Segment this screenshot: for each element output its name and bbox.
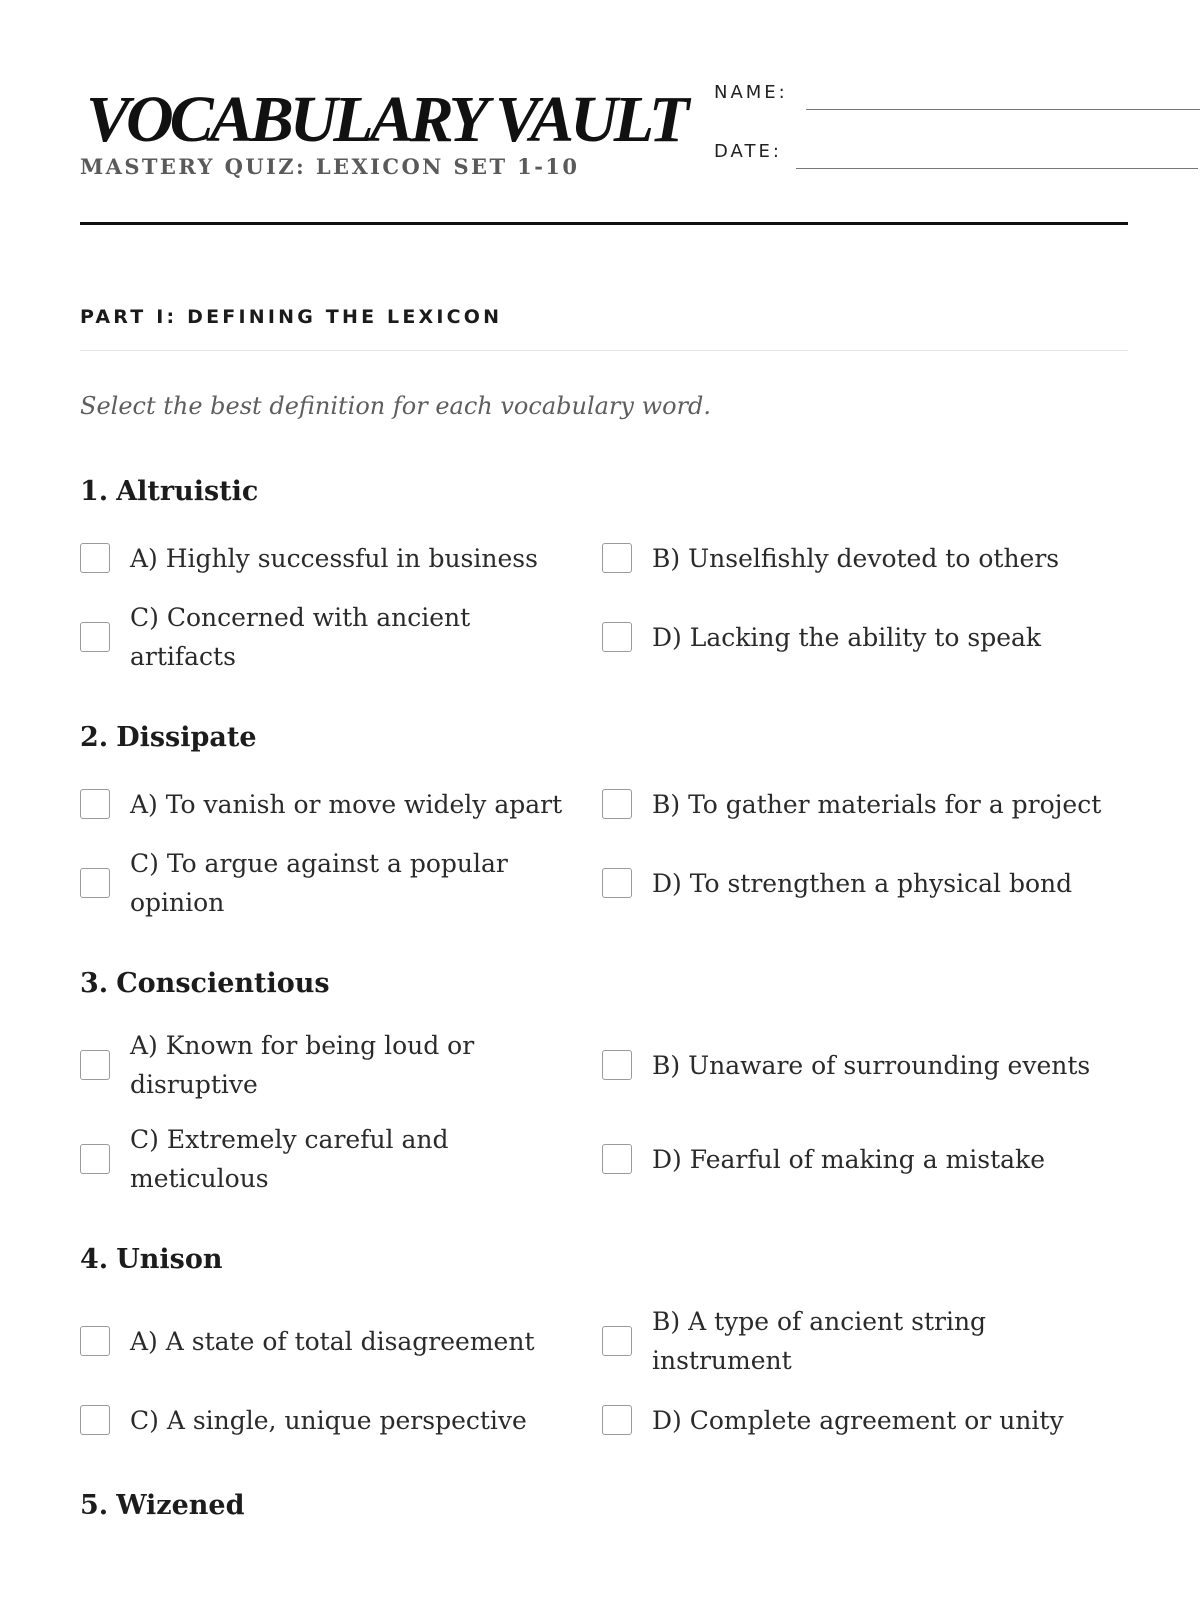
question-number: 3. bbox=[80, 968, 109, 999]
answer-label: A) Highly successful in business bbox=[130, 543, 538, 573]
answer-checkbox[interactable] bbox=[80, 622, 110, 652]
part-heading: PART I: DEFINING THE LEXICON bbox=[80, 306, 503, 328]
answer-label: A) A state of total disagreement bbox=[130, 1326, 535, 1356]
answer-option[interactable] bbox=[80, 534, 602, 582]
question-word: Dissipate bbox=[116, 722, 257, 753]
answer-checkbox[interactable] bbox=[602, 1050, 632, 1080]
question-heading bbox=[80, 1484, 1128, 1528]
answer-label: D) Fearful of making a mistake bbox=[652, 1144, 1046, 1174]
answer-option[interactable] bbox=[602, 534, 1128, 582]
answer-label: D) To strengthen a physical bond bbox=[652, 868, 1073, 898]
answer-option[interactable] bbox=[80, 1396, 602, 1444]
answer-checkbox[interactable] bbox=[80, 1405, 110, 1435]
answer-checkbox[interactable] bbox=[602, 622, 632, 652]
answer-option[interactable] bbox=[80, 1302, 602, 1380]
answer-checkbox[interactable] bbox=[602, 868, 632, 898]
answer-options bbox=[80, 1302, 1128, 1444]
question-heading bbox=[80, 1238, 1128, 1282]
name-field[interactable] bbox=[714, 82, 1200, 112]
instructions: Select the best definition for each vocabulary word. bbox=[80, 392, 712, 420]
answer-checkbox[interactable] bbox=[80, 868, 110, 898]
quiz-subtitle: MASTERY QUIZ: LEXICON SET 1-10 bbox=[80, 154, 580, 179]
quiz-header bbox=[80, 0, 1128, 232]
question-word: Altruistic bbox=[116, 476, 259, 507]
answer-option[interactable] bbox=[602, 780, 1128, 828]
answer-options bbox=[80, 1026, 1128, 1198]
answer-checkbox[interactable] bbox=[80, 543, 110, 573]
question bbox=[80, 962, 1128, 1198]
answer-options bbox=[80, 780, 1128, 922]
answer-label: A) To vanish or move widely apart bbox=[130, 789, 563, 819]
answer-checkbox[interactable] bbox=[602, 1144, 632, 1174]
answer-label: C) Extremely careful and meticulous bbox=[130, 1125, 449, 1193]
date-field[interactable] bbox=[714, 141, 1200, 171]
answer-option[interactable] bbox=[80, 1120, 602, 1198]
answer-label: B) To gather materials for a project bbox=[652, 789, 1102, 819]
answer-checkbox[interactable] bbox=[80, 1050, 110, 1080]
question-word: Wizened bbox=[116, 1490, 245, 1521]
answer-option[interactable] bbox=[80, 598, 602, 676]
answer-checkbox[interactable] bbox=[602, 789, 632, 819]
answer-option[interactable] bbox=[602, 598, 1128, 676]
quiz-page bbox=[80, 0, 1128, 1521]
question-heading bbox=[80, 470, 1128, 514]
question-list bbox=[80, 470, 1128, 1568]
answer-option[interactable] bbox=[602, 844, 1128, 922]
answer-label: A) Known for being loud or disruptive bbox=[130, 1031, 475, 1099]
answer-option[interactable] bbox=[602, 1026, 1128, 1104]
answer-option[interactable] bbox=[80, 780, 602, 828]
date-line[interactable] bbox=[796, 168, 1198, 169]
answer-label: C) A single, unique perspective bbox=[130, 1405, 527, 1435]
answer-checkbox[interactable] bbox=[80, 789, 110, 819]
question-number: 4. bbox=[80, 1244, 109, 1275]
question-heading bbox=[80, 962, 1128, 1006]
answer-options bbox=[80, 534, 1128, 676]
question bbox=[80, 716, 1128, 922]
answer-checkbox[interactable] bbox=[602, 1326, 632, 1356]
part-divider bbox=[80, 350, 1128, 351]
answer-label: D) Lacking the ability to speak bbox=[652, 622, 1042, 652]
answer-option[interactable] bbox=[80, 1026, 602, 1104]
header-divider bbox=[80, 222, 1128, 225]
question-number: 1. bbox=[80, 476, 109, 507]
answer-option[interactable] bbox=[602, 1302, 1128, 1380]
question-heading bbox=[80, 716, 1128, 760]
question bbox=[80, 1238, 1128, 1444]
question bbox=[80, 470, 1128, 676]
answer-option[interactable] bbox=[602, 1396, 1128, 1444]
answer-checkbox[interactable] bbox=[80, 1326, 110, 1356]
answer-label: C) Concerned with ancient artifacts bbox=[130, 603, 471, 671]
answer-label: B) A type of ancient string instrument bbox=[652, 1307, 987, 1375]
question-number: 2. bbox=[80, 722, 109, 753]
question-number: 5. bbox=[80, 1490, 109, 1521]
answer-checkbox[interactable] bbox=[80, 1144, 110, 1174]
answer-label: D) Complete agreement or unity bbox=[652, 1405, 1064, 1435]
question-word: Unison bbox=[116, 1244, 223, 1275]
date-label: DATE: bbox=[714, 141, 782, 162]
answer-option[interactable] bbox=[80, 844, 602, 922]
quiz-title: VOCABULARY VAULT bbox=[86, 83, 686, 156]
name-line[interactable] bbox=[806, 109, 1200, 110]
answer-option[interactable] bbox=[602, 1120, 1128, 1198]
name-label: NAME: bbox=[714, 82, 788, 103]
answer-label: B) Unaware of surrounding events bbox=[652, 1050, 1091, 1080]
answer-label: C) To argue against a popular opinion bbox=[130, 849, 508, 917]
answer-checkbox[interactable] bbox=[602, 543, 632, 573]
question bbox=[80, 1484, 1128, 1528]
question-word: Conscientious bbox=[116, 968, 330, 999]
answer-checkbox[interactable] bbox=[602, 1405, 632, 1435]
answer-label: B) Unselfishly devoted to others bbox=[652, 543, 1060, 573]
